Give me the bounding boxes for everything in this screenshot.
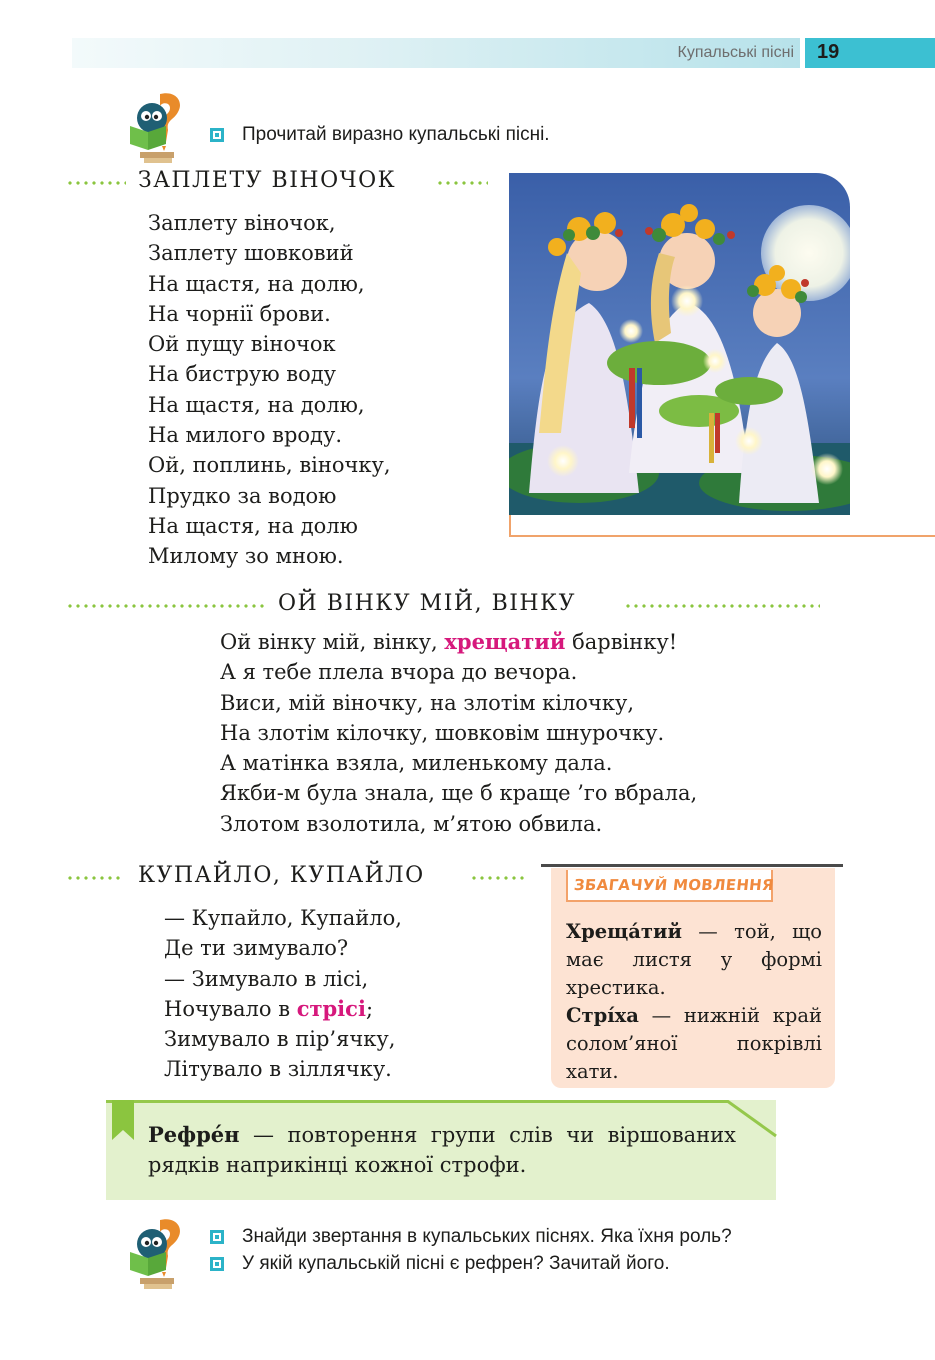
- verse-line: На биструю воду: [148, 362, 337, 387]
- verse-line: На щастя, на долю,: [148, 271, 365, 296]
- vocab-definition: — той, що має листя у формі хрестика.: [566, 920, 822, 999]
- verse-line: На щастя, на долю: [148, 513, 358, 538]
- song2-verse: [220, 627, 697, 839]
- vocab-entry: [566, 918, 822, 1002]
- verse-line: На щастя, на долю,: [148, 392, 365, 417]
- verse-line: Прудко за водою: [148, 483, 337, 508]
- page-number: 19: [817, 41, 840, 63]
- task-text: У якій купальській пісні є рефрен? Зачитай його.: [242, 1253, 670, 1274]
- verse-line: Якби-м була знала, ще б краще ’го вбрала,: [220, 781, 698, 806]
- dotted-rule: [436, 181, 488, 185]
- verse-line: Де ти зимувало?: [164, 936, 349, 961]
- song-title-zapletu: ЗАПЛЕТУ ВІНОЧОК: [138, 168, 397, 193]
- song1-verse: [148, 208, 391, 572]
- verse-line: Ой пущу віночок: [148, 332, 336, 357]
- dotted-rule: [66, 876, 124, 880]
- vocabulary-tag-label: ЗБАГАЧУЙ МОВЛЕННЯ: [573, 876, 775, 894]
- page-number-box: [805, 38, 935, 68]
- verse-line: Літувало в зіллячку.: [164, 1057, 392, 1082]
- refrain-term: Рефре́н: [148, 1122, 240, 1147]
- kupala-girls-illustration: [509, 173, 850, 515]
- verse-line: На милого вроду.: [148, 423, 343, 448]
- verse-line: А я тебе плела вчора до вечора.: [220, 660, 578, 685]
- reading-mascot-icon: [126, 88, 188, 164]
- bookmark-icon: [112, 1100, 134, 1140]
- reading-mascot-icon: [126, 1214, 188, 1290]
- task-find-address: [210, 1226, 732, 1248]
- verse-line: Ой, поплинь, віночку,: [148, 453, 391, 478]
- verse-line: Зимувало в пір’ячку,: [164, 1027, 396, 1052]
- vocabulary-rule: [541, 864, 843, 867]
- verse-line: Заплету віночок,: [148, 211, 336, 235]
- song-title-kupailo: КУПАЙЛО, КУПАЙЛО: [138, 863, 425, 888]
- highlighted-word: стрісі: [296, 995, 366, 1021]
- verse-line: — Зимувало в лісі,: [164, 966, 369, 991]
- dotted-rule: [624, 604, 820, 608]
- task-bullet-icon: [210, 128, 224, 142]
- running-header: [72, 38, 800, 68]
- dotted-rule: [470, 876, 524, 880]
- vocab-term: Стрі́ха: [566, 1004, 639, 1027]
- task-refrain: [210, 1253, 670, 1275]
- verse-line: Милому зо мною.: [148, 544, 344, 569]
- definition-box-rule: [106, 1100, 706, 1103]
- song-title-oi-vinku: ОЙ ВІНКУ МІЙ, ВІНКУ: [278, 591, 577, 616]
- vocab-definition: — нижній край солом’яної покрівлі хати.: [566, 1004, 822, 1083]
- vocab-term: Хреща́тий: [566, 920, 682, 943]
- section-title: Купальські пісні: [677, 44, 794, 61]
- vocab-entry: [566, 1002, 822, 1086]
- task-text: Знайди звертання в купальських піснях. Яка їхня роль?: [242, 1226, 732, 1247]
- song3-verse: [164, 903, 402, 1085]
- song3-line-4: Ночувало в стрісі;: [164, 995, 374, 1021]
- song2-line-1: Ой вінку мій, вінку, хрещатий барвінку!: [220, 629, 678, 654]
- verse-line: На чорнії брови.: [148, 301, 331, 326]
- vocabulary-tag: [566, 870, 773, 902]
- dotted-rule: [66, 604, 264, 608]
- vocabulary-definitions: [566, 918, 822, 1086]
- verse-line: Виси, мій віночку, на злотім кілочку,: [220, 690, 634, 715]
- refrain-definition-text: — повторення групи слів чи віршованих рядків наприкінці кожної строфи.: [148, 1123, 736, 1177]
- task-read-aloud: [210, 124, 550, 146]
- dotted-rule: [66, 181, 126, 185]
- highlighted-word: хрещатий: [444, 629, 566, 654]
- verse-line: Злотом взолотила, м’ятою обвила.: [220, 811, 603, 836]
- verse-line: Заплету шовковий: [148, 241, 354, 266]
- verse-line: А матінка взяла, миленькому дала.: [220, 751, 613, 776]
- verse-line: — Купайло, Купайло,: [164, 906, 402, 930]
- task-text: Прочитай виразно купальські пісні.: [242, 124, 550, 145]
- verse-line: На злотім кілочку, шовковім шнурочку.: [220, 720, 665, 745]
- task-bullet-icon: [210, 1257, 224, 1271]
- refrain-definition: [148, 1120, 736, 1180]
- task-bullet-icon: [210, 1230, 224, 1244]
- illustration-frame: [509, 535, 935, 537]
